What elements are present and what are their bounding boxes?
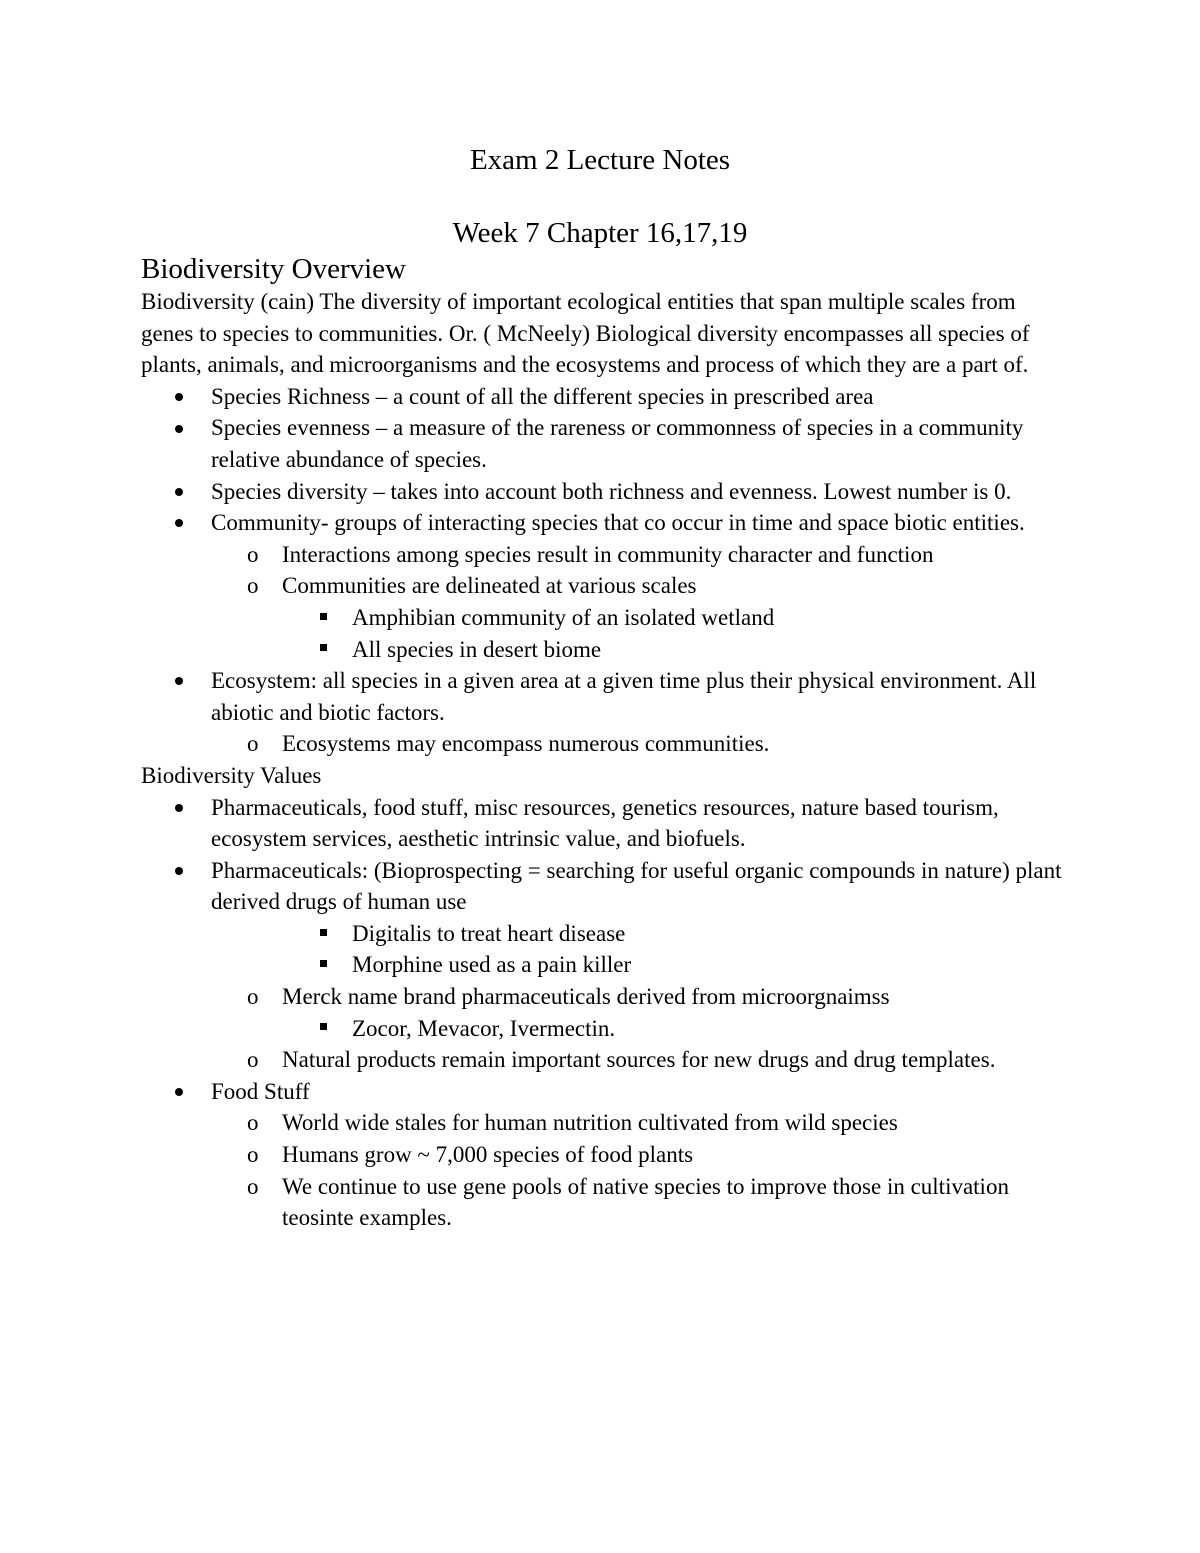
list-item: o Natural products remain important sources for new drugs and drug templates. — [141, 1044, 1071, 1076]
list-item: Community- groups of interacting species that co occur in time and space biotic entities. — [141, 507, 1071, 539]
list-item: o Communities are delineated at various scales — [141, 570, 1071, 602]
list-item: Digitalis to treat heart disease — [141, 918, 1071, 950]
section-heading-biodiversity-overview: Biodiversity Overview — [141, 253, 406, 285]
document-title: Exam 2 Lecture Notes — [469, 144, 731, 176]
bullet-circle-icon: o — [247, 984, 259, 1010]
bullet-square-icon — [320, 634, 327, 666]
list-item: o Interactions among species result in community character and function — [141, 539, 1071, 571]
list-item: Morphine used as a pain killer — [141, 949, 1071, 981]
bullet-dot-icon — [175, 381, 183, 413]
list-item: Species evenness – a measure of the rareness or commonness of species in a community relative abundance of species. — [141, 412, 1071, 475]
list-item: Species Richness – a count of all the different species in prescribed area — [141, 381, 1071, 413]
bullet-circle-icon: o — [247, 1110, 259, 1136]
list-item: All species in desert biome — [141, 634, 1071, 666]
list-item: o We continue to use gene pools of native species to improve those in cultivation teosinte examples. — [141, 1171, 1071, 1234]
list-item: o Merck name brand pharmaceuticals derived from microorgnaimss — [141, 981, 1071, 1013]
bullet-circle-icon: o — [247, 1142, 259, 1168]
bullet-dot-icon — [175, 476, 183, 508]
overview-list — [141, 381, 1071, 760]
list-item: Food Stuff — [141, 1076, 1071, 1108]
list-item: Zocor, Mevacor, Ivermectin. — [141, 1013, 1071, 1045]
intro-paragraph: Biodiversity (cain) The diversity of important ecological entities that span multiple scales from genes to species to communities. Or. ( McNeely) Biological diversity encompasses all species of plants, animals, and microorganisms and the ecosystems and process of which they are a part of. — [141, 289, 1030, 378]
bullet-dot-icon — [175, 665, 183, 697]
list-item: Pharmaceuticals, food stuff, misc resources, genetics resources, nature based tourism, ecosystem services, aesthetic intrinsic value, and biofuels. — [141, 792, 1071, 855]
bullet-dot-icon — [175, 507, 183, 539]
list-item: o Ecosystems may encompass numerous communities. — [141, 728, 1071, 760]
list-item: Species diversity – takes into account both richness and evenness. Lowest number is 0. — [141, 476, 1071, 508]
bullet-dot-icon — [175, 792, 183, 824]
section-heading-biodiversity-values: Biodiversity Values — [141, 762, 322, 788]
values-list — [141, 792, 1071, 1234]
bullet-circle-icon: o — [247, 541, 259, 567]
bullet-square-icon — [320, 918, 327, 950]
bullet-circle-icon: o — [247, 1047, 259, 1073]
list-item: o Humans grow ~ 7,000 species of food plants — [141, 1139, 1071, 1171]
bullet-circle-icon: o — [247, 1173, 259, 1199]
bullet-square-icon — [320, 602, 327, 634]
bullet-square-icon — [320, 949, 327, 981]
bullet-square-icon — [320, 1013, 327, 1045]
list-item: Pharmaceuticals: (Bioprospecting = searching for useful organic compounds in nature) plant derived drugs of human use — [141, 855, 1071, 918]
list-item: o World wide stales for human nutrition cultivated from wild species — [141, 1107, 1071, 1139]
notes-body — [141, 286, 1071, 1234]
week-heading: Week 7 Chapter 16,17,19 — [452, 217, 748, 249]
bullet-dot-icon — [175, 1076, 183, 1108]
bullet-dot-icon — [175, 412, 183, 444]
bullet-circle-icon: o — [247, 731, 259, 757]
bullet-circle-icon: o — [247, 573, 259, 599]
list-item: Ecosystem: all species in a given area at a given time plus their physical environment. All abiotic and biotic factors. — [141, 665, 1071, 728]
bullet-dot-icon — [175, 855, 183, 887]
list-item: Amphibian community of an isolated wetland — [141, 602, 1071, 634]
